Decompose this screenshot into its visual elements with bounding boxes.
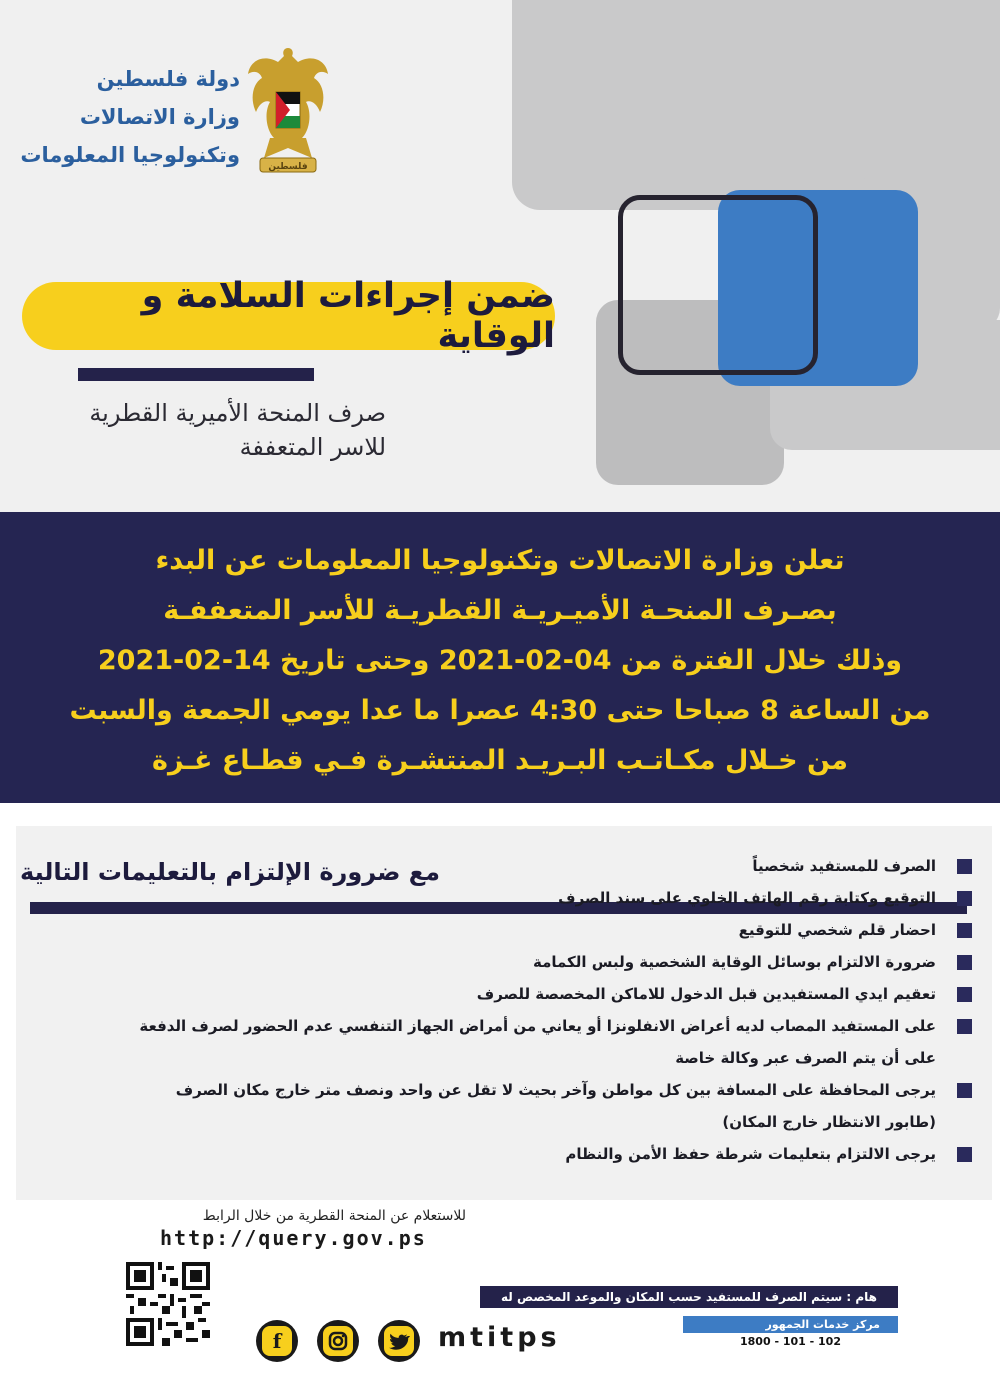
twitter-icon[interactable] [378, 1320, 420, 1362]
qr-code-icon[interactable] [126, 1262, 210, 1346]
subtitle [60, 396, 386, 464]
subtitle-line-1: صرف المنحة الأميرية القطرية [89, 399, 386, 427]
facebook-icon[interactable]: f [256, 1320, 298, 1362]
emblem-caption: فلسطين [268, 162, 308, 172]
bullet-square-icon [957, 1019, 972, 1034]
query-link[interactable]: http://query.gov.ps [160, 1226, 427, 1250]
safety-pill-banner: ضمن إجراءات السلامة و الوقاية [22, 282, 555, 350]
ministry-name [20, 60, 240, 174]
bullet-square-icon [957, 987, 972, 1002]
bullet-square-icon [957, 1147, 972, 1162]
palestine-eagle-emblem-icon [244, 40, 332, 180]
announcement-line-5: من خـلال مكـاتـب البـريـد المنتشـرة فـي قطـاع غـزة [152, 745, 848, 776]
bullet-square-icon [957, 955, 972, 970]
instructions-list [110, 850, 972, 1170]
service-center-phone[interactable]: 1800 - 101 - 102 [740, 1335, 841, 1348]
announcement-band [0, 512, 1000, 803]
bullet-square-icon [957, 1083, 972, 1098]
bullet-square-icon [957, 923, 972, 938]
divider-bar [78, 368, 314, 381]
bullet-square-icon [957, 891, 972, 906]
bullet-square-icon [957, 859, 972, 874]
query-label: للاستعلام عن المنحة القطرية من خلال الرابط [202, 1208, 466, 1224]
instructions-heading: مع ضرورة الإلتزام بالتعليمات التالية [20, 858, 440, 886]
ministry-line-2: وزارة الاتصالات [79, 105, 240, 129]
decor-outline-square [618, 195, 818, 375]
service-center [683, 1316, 898, 1351]
social-handle[interactable]: mtitps [438, 1322, 561, 1353]
list-item: الصرف للمستفيد شخصياً [110, 850, 972, 882]
list-item: يرجى المحافظة على المسافة بين كل مواطن وآخر بحيث لا تقل عن واحد ونصف متر خارج مكان الصرف (طابور الانتظار خارج المكان) [110, 1074, 972, 1138]
ministry-line-3: وتكنولوجيا المعلومات [20, 143, 240, 167]
list-item: احضار قلم شخصي للتوقيع [110, 914, 972, 946]
subtitle-line-2: للاسر المتعففة [239, 433, 386, 461]
instagram-icon[interactable] [317, 1320, 359, 1362]
list-item: ضرورة الالتزام بوسائل الوقاية الشخصية ولبس الكمامة [110, 946, 972, 978]
list-item: تعقيم ايدي المستفيدين قبل الدخول للاماكن المخصصة للصرف [110, 978, 972, 1010]
announcement-line-3: وذلك خلال الفترة من 04-02-2021 وحتى تاريخ 14-02-2021 [97, 645, 903, 676]
ministry-line-1: دولة فلسطين [96, 67, 240, 91]
important-notice-bar: هام : سيتم الصرف للمستفيد حسب المكان والموعد المخصص له [480, 1286, 898, 1308]
list-item: التوقيع وكتابة رقم الهاتف الخلوي على سند الصرف [110, 882, 972, 914]
list-item: على المستفيد المصاب لديه أعراض الانفلونزا أو يعاني من أمراض الجهاز التنفسي عدم الحضور لصرف الدفعة على أن يتم الصرف عبر وكالة خاصة [110, 1010, 972, 1074]
header-section [0, 0, 1000, 512]
service-center-title: مركز خدمات الجمهور [683, 1316, 898, 1333]
announcement-line-4: من الساعة 8 صباحا حتى 4:30 عصرا ما عدا يومي الجمعة والسبت [69, 695, 931, 726]
announcement-line-2: بصـرف المنحـة الأميـريـة القطريـة للأسر المتعففـة [163, 595, 837, 626]
list-item: يرجى الالتزام بتعليمات شرطة حفظ الأمن والنظام [110, 1138, 972, 1170]
announcement-line-1: تعلن وزارة الاتصالات وتكنولوجيا المعلومات عن البدء [155, 545, 845, 576]
